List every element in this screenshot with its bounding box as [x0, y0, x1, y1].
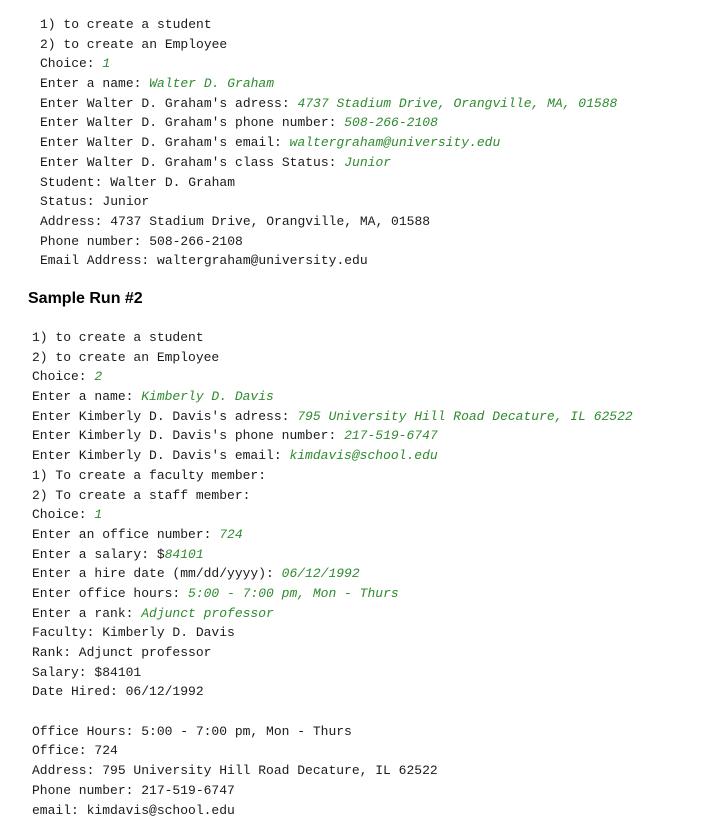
console-user-input: 217-519-6747: [344, 428, 438, 444]
console-user-input: Adjunct professor: [141, 605, 274, 621]
console-output-text: Enter an office number:: [32, 526, 220, 542]
console-output-text: Enter Walter D. Graham's class Status:: [40, 154, 345, 170]
sample-run-1-console: [40, 15, 617, 271]
console-line: [32, 446, 633, 466]
console-line: [32, 623, 633, 643]
console-line: [32, 761, 633, 781]
console-output-text: Enter a name:: [40, 76, 150, 92]
console-line: [32, 328, 633, 348]
console-line: [32, 722, 633, 742]
console-output-text: 2) to create an Employee: [40, 36, 228, 52]
console-output-text: Faculty: Kimberly D. Davis: [32, 625, 235, 641]
console-user-input: 06/12/1992: [281, 566, 360, 582]
console-output-text: 1) To create a faculty member:: [32, 467, 267, 483]
console-output-text: 1) to create a student: [32, 330, 204, 345]
console-line: [40, 113, 617, 133]
console-user-input: kimdavis@school.edu: [289, 448, 438, 464]
console-user-input: waltergraham@university.edu: [289, 135, 501, 151]
console-line: [32, 604, 633, 624]
console-line: [32, 407, 633, 427]
console-line: [40, 54, 617, 74]
console-user-input: 1: [94, 507, 103, 523]
console-output-text: 1) to create a student: [40, 17, 212, 32]
console-line: [32, 505, 633, 525]
console-output-text: Enter a name:: [32, 389, 142, 405]
console-line: [32, 348, 633, 368]
console-user-input: 724: [219, 526, 243, 542]
console-line: [32, 486, 633, 506]
console-output-text: Email Address: waltergraham@university.edu: [40, 253, 368, 269]
console-line: [40, 173, 617, 193]
console-line: [40, 251, 617, 271]
console-line: [32, 781, 633, 801]
console-user-input: 5:00 - 7:00 pm, Mon - Thurs: [188, 585, 399, 601]
console-user-input: 508-266-2108: [344, 115, 438, 131]
console-user-input: 2: [94, 369, 103, 385]
console-line: [40, 212, 617, 232]
console-line: [40, 153, 617, 173]
console-output-text: 2) To create a staff member:: [32, 487, 251, 503]
console-user-input: 795 University Hill Road Decature, IL 62522: [297, 408, 633, 424]
console-output-text: Salary: $84101: [32, 664, 142, 680]
console-line: [40, 133, 617, 153]
console-line: [32, 525, 633, 545]
console-output-text: Rank: Adjunct professor: [32, 645, 212, 660]
console-output-text: Enter a salary: $: [32, 546, 165, 562]
console-output-text: Enter Walter D. Graham's adress:: [40, 95, 298, 111]
console-output-text: Enter Kimberly D. Davis's email:: [32, 448, 290, 464]
console-output-text: Choice:: [32, 369, 95, 385]
console-line: [32, 663, 633, 683]
console-output-text: Enter Walter D. Graham's phone number:: [40, 115, 345, 131]
console-line: [32, 741, 633, 761]
console-output-text: Address: 795 University Hill Road Decature, IL 62522: [32, 763, 438, 779]
console-output-text: Phone number: 508-266-2108: [40, 233, 243, 249]
console-output-text: Enter office hours:: [32, 585, 189, 601]
sample-run-2-heading: Sample Run #2: [28, 290, 143, 307]
console-output-text: Choice:: [32, 507, 95, 523]
console-output-text: Enter Kimberly D. Davis's adress:: [32, 408, 298, 424]
console-output-text: Office Hours: 5:00 - 7:00 pm, Mon - Thurs: [32, 723, 352, 739]
console-line: [40, 74, 617, 94]
console-line: [40, 15, 617, 35]
console-user-input: 1: [102, 56, 111, 72]
console-output-text: Date Hired: 06/12/1992: [32, 684, 204, 700]
console-line: [32, 682, 633, 702]
console-line: [40, 35, 617, 55]
console-output-text: Choice:: [40, 56, 103, 72]
console-user-input: 4737 Stadium Drive, Orangville, MA, 01588: [297, 95, 618, 111]
console-output-text: Phone number: 217-519-6747: [32, 782, 235, 798]
console-line: [40, 232, 617, 252]
console-line: [32, 584, 633, 604]
console-line: [40, 94, 617, 114]
console-output-text: Address: 4737 Stadium Drive, Orangville, MA, 01588: [40, 213, 431, 229]
console-user-input: Kimberly D. Davis: [141, 389, 274, 405]
console-output-text: 2) to create an Employee: [32, 349, 220, 365]
sample-run-2-console: [32, 328, 633, 820]
console-line: [32, 387, 633, 407]
console-line: [32, 466, 633, 486]
console-user-input: Walter D. Graham: [149, 76, 275, 92]
console-output-text: Enter Kimberly D. Davis's phone number:: [32, 428, 345, 444]
console-line: [32, 545, 633, 565]
console-output-text: Enter Walter D. Graham's email:: [40, 135, 290, 151]
console-line: [32, 643, 633, 663]
console-output-text: Status: Junior: [40, 194, 150, 210]
console-line: [32, 702, 633, 722]
console-line: [32, 367, 633, 387]
console-line: [32, 801, 633, 821]
console-output-text: email: kimdavis@school.edu: [32, 802, 235, 818]
console-line: [40, 192, 617, 212]
console-output-text: Office: 724: [32, 743, 118, 759]
console-line: [32, 564, 633, 584]
console-output-text: Enter a rank:: [32, 605, 142, 621]
console-user-input: 84101: [164, 546, 204, 562]
console-user-input: Junior: [344, 154, 392, 170]
console-output-text: Student: Walter D. Graham: [40, 174, 236, 190]
console-line: [32, 426, 633, 446]
console-output-text: Enter a hire date (mm/dd/yyyy):: [32, 566, 282, 582]
